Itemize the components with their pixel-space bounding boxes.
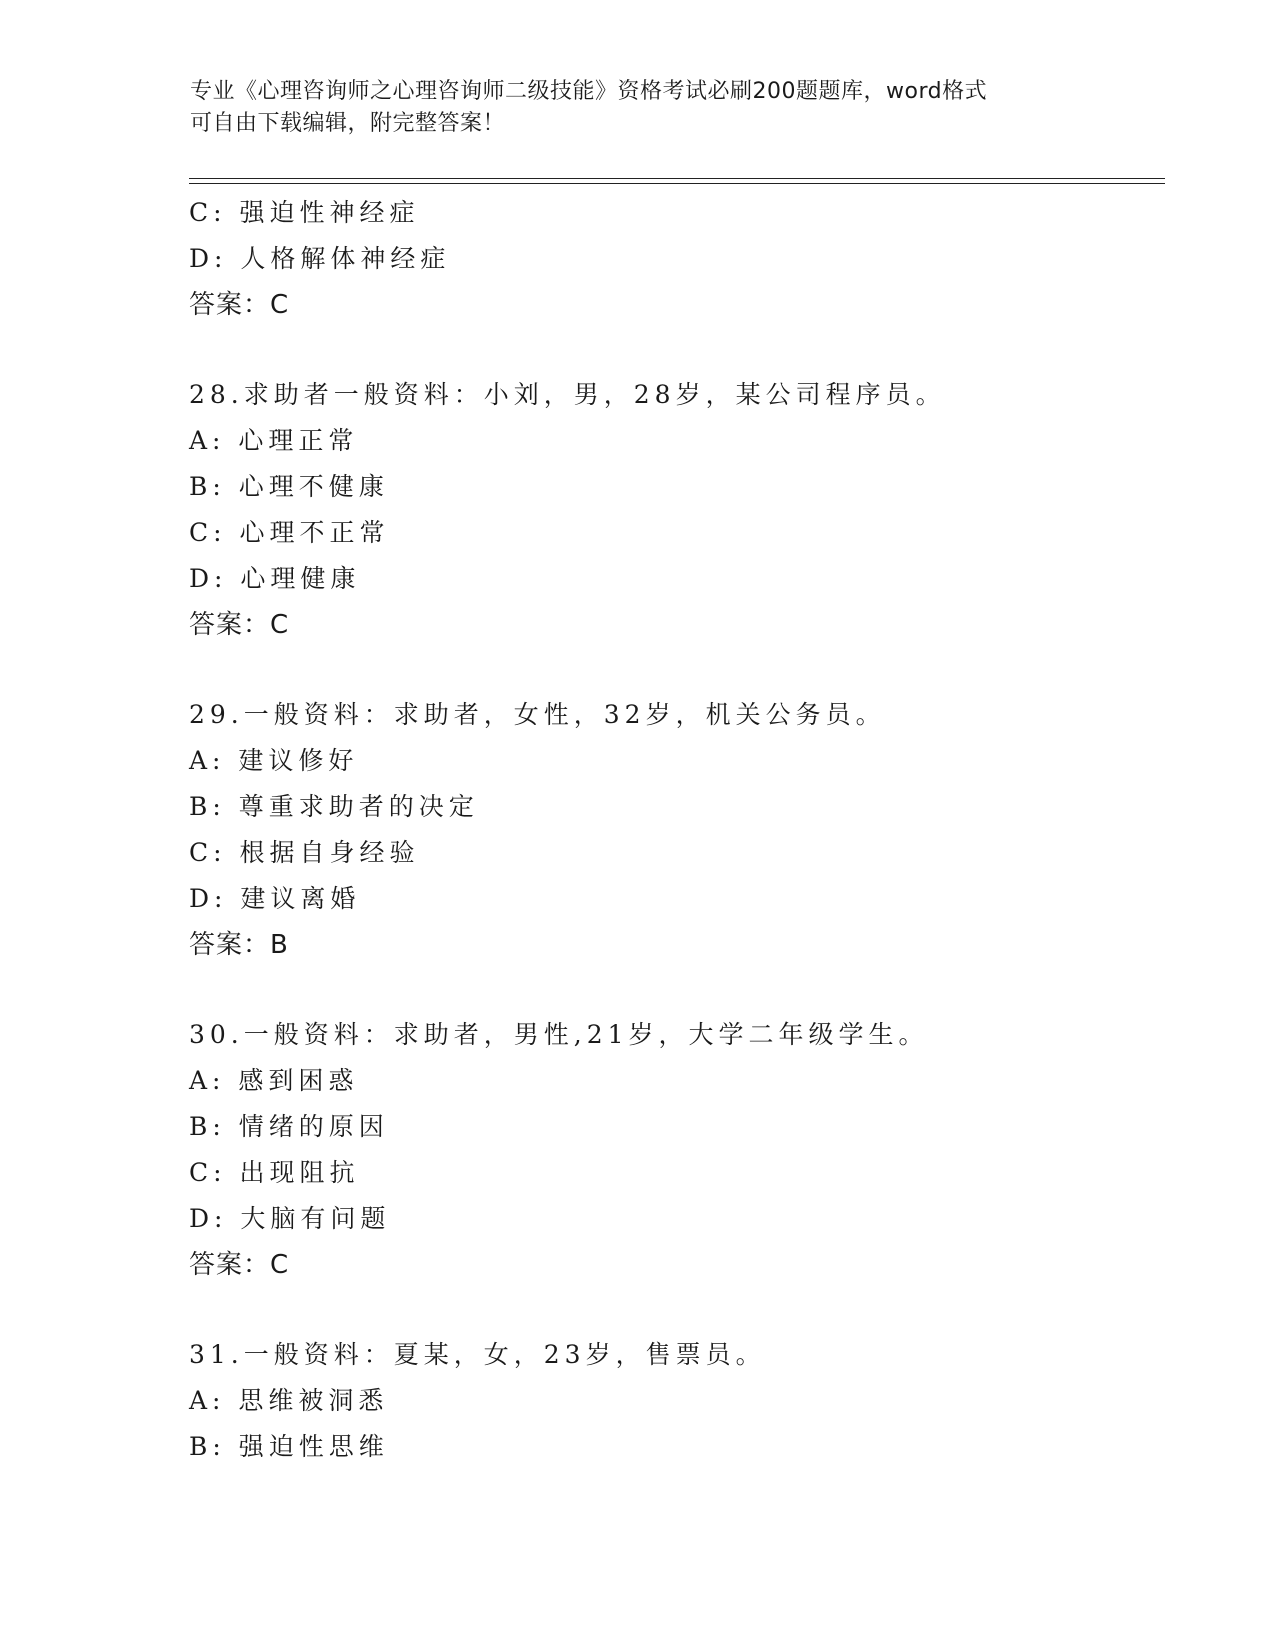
option-a: A: 感到困惑 (189, 1066, 359, 1095)
option-b: B: 尊重求助者的决定 (189, 792, 479, 821)
option-c: C: 出现阻抗 (189, 1158, 360, 1187)
option-c: C: 强迫性神经症 (189, 198, 420, 227)
option-b: B: 情绪的原因 (189, 1112, 389, 1141)
option-a: A: 思维被洞悉 (189, 1386, 389, 1415)
question-stem-28: 28.求助者一般资料：小刘，男，28岁，某公司程序员。 (189, 380, 946, 409)
option-b: B: 心理不健康 (189, 472, 389, 501)
option-c: C: 根据自身经验 (189, 838, 420, 867)
answer-line: 答案：C (189, 610, 290, 640)
document-header (190, 76, 1090, 140)
question-stem-31: 31.一般资料：夏某，女，23岁，售票员。 (189, 1340, 766, 1369)
header-line-1: 专业《心理咨询师之心理咨询师二级技能》资格考试必刷200题题库，word格式 (190, 79, 988, 104)
header-divider-top (189, 178, 1165, 179)
option-d: D: 大脑有问题 (189, 1204, 391, 1233)
answer-line: 答案：C (189, 1250, 290, 1280)
option-d: D: 人格解体神经症 (189, 244, 451, 273)
option-b: B: 强迫性思维 (189, 1432, 389, 1461)
option-a: A: 建议修好 (189, 746, 359, 775)
option-c: C: 心理不正常 (189, 518, 390, 547)
spacer (189, 328, 1149, 372)
header-line-2: 可自由下载编辑，附完整答案！ (190, 111, 506, 136)
spacer (189, 968, 1149, 1012)
option-a: A: 心理正常 (189, 426, 359, 455)
spacer (189, 1288, 1149, 1332)
header-divider-bottom (189, 183, 1165, 184)
spacer (189, 648, 1149, 692)
question-stem-30: 30.一般资料：求助者，男性,21岁，大学二年级学生。 (189, 1020, 929, 1049)
option-d: D: 心理健康 (189, 564, 361, 593)
option-d: D: 建议离婚 (189, 884, 361, 913)
question-content (189, 190, 1149, 1470)
question-stem-29: 29.一般资料：求助者，女性，32岁，机关公务员。 (189, 700, 886, 729)
answer-line: 答案：B (189, 930, 289, 960)
answer-line: 答案：C (189, 290, 290, 320)
